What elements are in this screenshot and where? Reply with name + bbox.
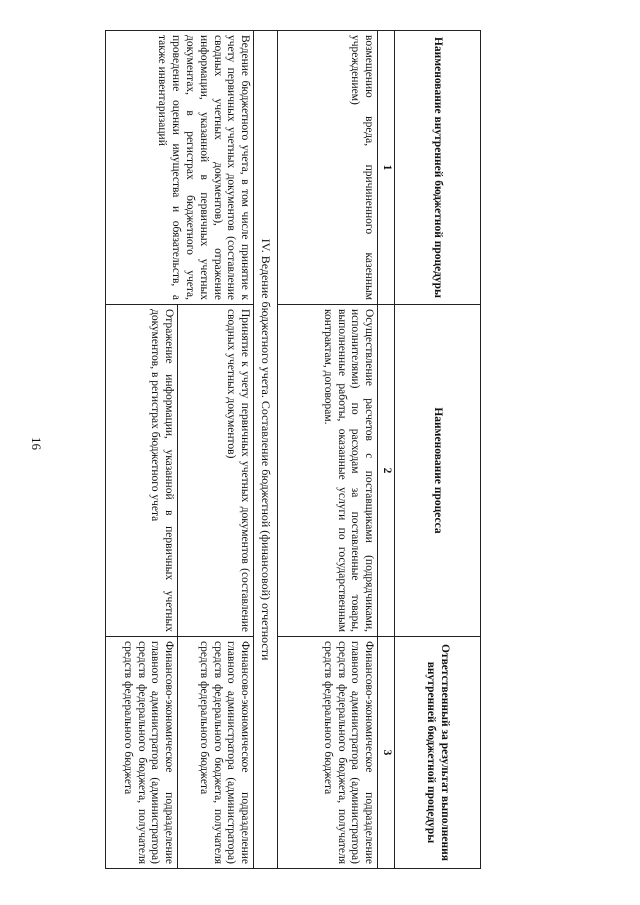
- row-1-responsible: Финансово-экономическое подразделение главного администратора (администратора) средств федерального бюджета, получателя средств федерального бюджета: [278, 637, 378, 869]
- column-number-3: 3: [378, 637, 395, 869]
- header-responsible: Ответственный за результат выполнения внутренней бюджетной процедуры: [395, 637, 481, 869]
- budget-procedures-table: [109, 30, 481, 868]
- page-number: 16: [29, 437, 44, 450]
- header-process: Наименование процесса: [395, 305, 481, 637]
- row-2-procedure: Ведение бюджетного учета, в том числе принятие к учету первичных учетных документов (составление сводных учетных документов), отражение информации, указанной в первичных учетных документах, в регистрах бюджетного учета, проведение оценки имущества и обязательств, а также инвентаризаций: [106, 31, 254, 305]
- column-number-2: 2: [378, 305, 395, 637]
- row-3-process: Отражение информации, указанной в первичных учетных документов, в регистрах бюджетного учета: [106, 305, 178, 637]
- section-title: IV. Ведение бюджетного учета. Составление бюджетной (финансовой) отчетности: [254, 31, 278, 869]
- row-2-responsible: Финансово-экономическое подразделение главного администратора (администратора) средств федерального бюджета, получателя средств федерального бюджета: [178, 637, 254, 869]
- row-1-process: Осуществление расчетов с поставщиками (подрядчиками, исполнителями) по расходам за поставленные товары, выполненные работы, оказанные услуги по государственным контрактам, договорам.: [278, 305, 378, 637]
- column-number-1: 1: [378, 31, 395, 305]
- row-3-responsible: Финансово-экономическое подразделение главного администратора (администратора) средств федерального бюджета, получателя средств федерального бюджета: [106, 637, 178, 869]
- row-1-procedure: возмещению вреда, причиненного казенным учреждением): [278, 31, 378, 305]
- row-2-process: Принятие к учету первичных учетных документов (составление сводных учетных документов): [178, 305, 254, 637]
- header-procedure: Наименование внутренней бюджетной процедуры: [395, 31, 481, 305]
